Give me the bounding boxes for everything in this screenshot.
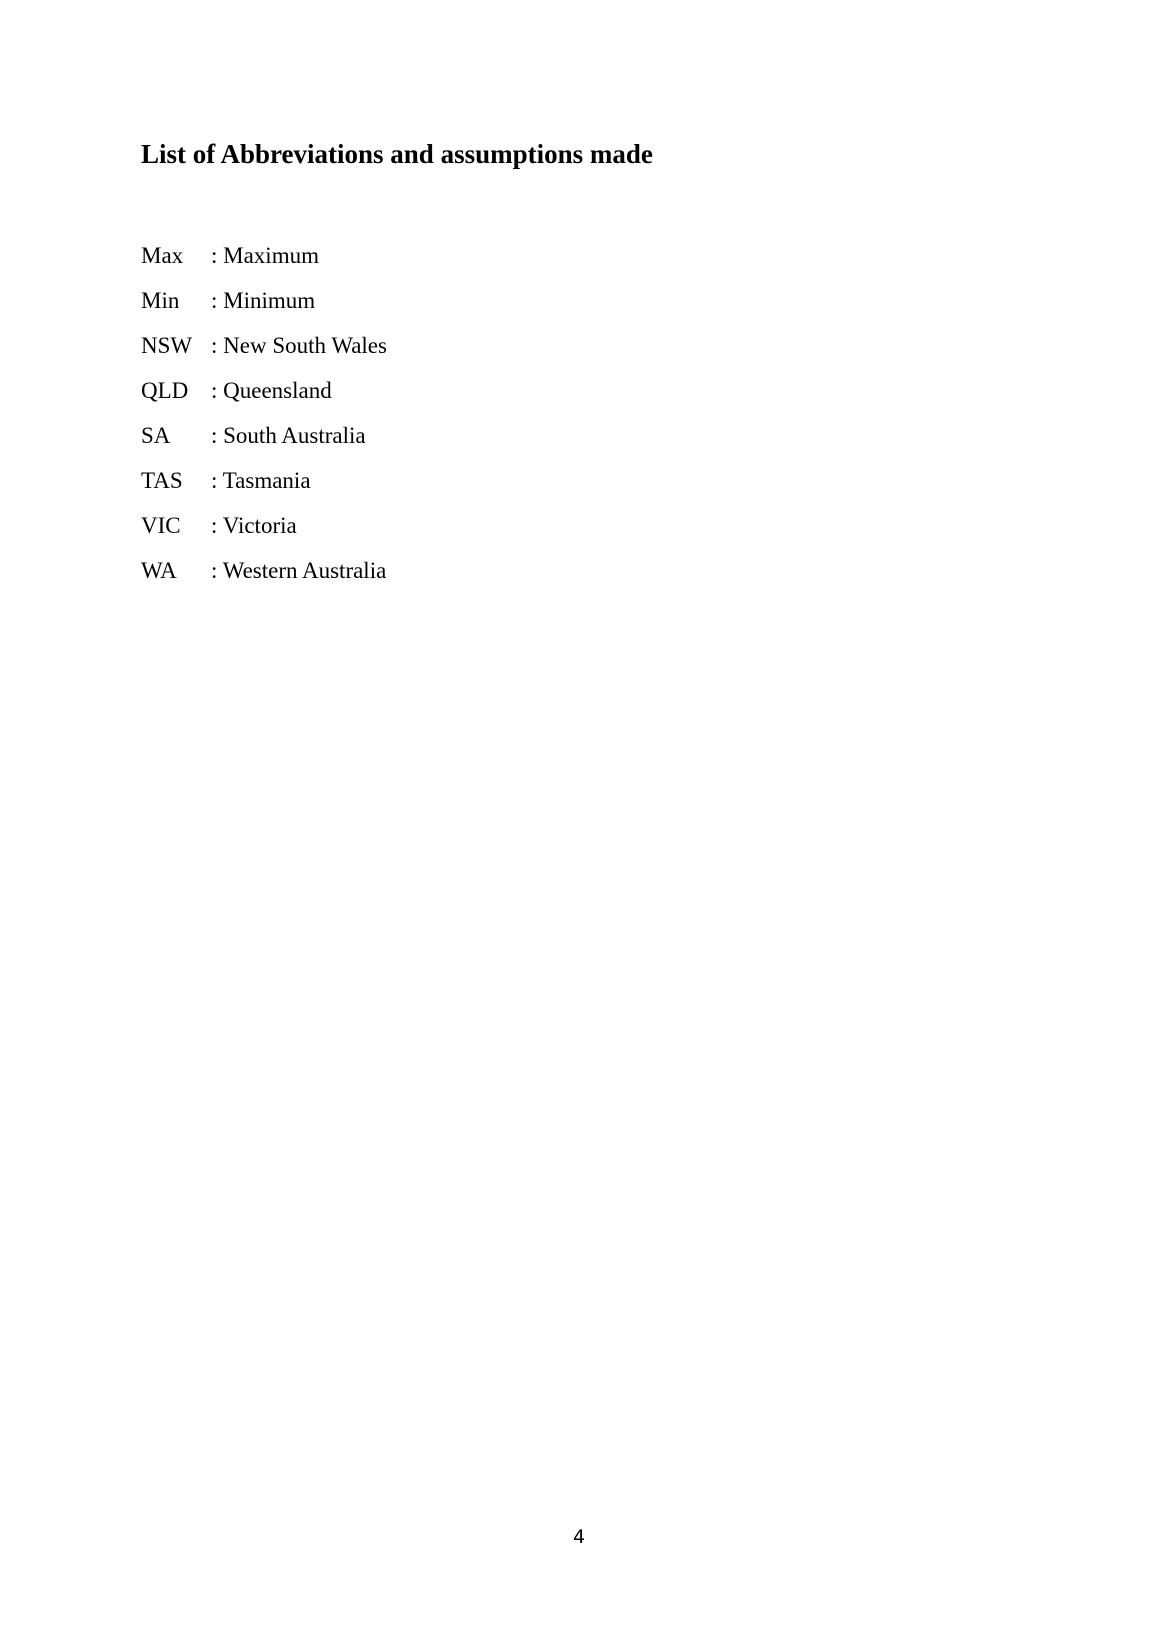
abbreviation-definition: : Queensland (211, 378, 332, 403)
list-item (141, 467, 387, 512)
list-item (141, 512, 387, 557)
list-item (141, 377, 387, 422)
abbreviation-definition: : Minimum (211, 288, 316, 313)
abbreviation-term: Min (141, 288, 180, 313)
abbreviation-definition: : Western Australia (211, 558, 387, 583)
abbreviation-term: TAS (141, 468, 183, 493)
abbreviation-definition: : Victoria (211, 513, 297, 538)
page-number: 4 (572, 1526, 586, 1548)
page-title: List of Abbreviations and assumptions made (141, 139, 653, 169)
list-item (141, 332, 387, 377)
list-item (141, 242, 387, 287)
abbreviation-definition: : Maximum (211, 243, 319, 268)
abbreviation-term: NSW (141, 333, 193, 358)
abbreviation-term: QLD (141, 378, 189, 403)
abbreviation-definition: : New South Wales (211, 333, 387, 358)
list-item (141, 422, 387, 467)
abbreviation-term: VIC (141, 513, 181, 538)
abbreviation-term: Max (141, 243, 184, 268)
abbreviation-term: WA (141, 558, 177, 583)
abbreviation-term: SA (141, 423, 171, 448)
list-item (141, 287, 387, 332)
abbreviation-list (141, 242, 387, 602)
abbreviation-definition: : South Australia (211, 423, 366, 448)
abbreviation-definition: : Tasmania (211, 468, 311, 493)
list-item (141, 557, 387, 602)
